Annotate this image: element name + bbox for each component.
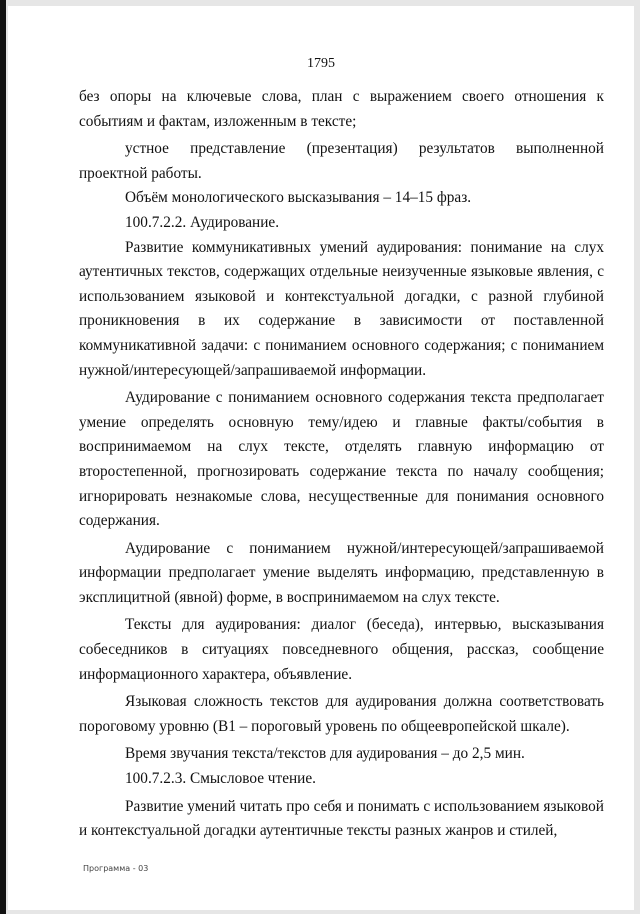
paragraph-reading-skills: Развитие умений читать про себя и понимать с использованием языковой и контекстуальной догадки аутентичные тексты разных жанров и стилей,: [79, 797, 604, 840]
scan-edge: [0, 0, 6, 914]
page-number: 1795: [307, 56, 335, 71]
paragraph-continuation: без опоры на ключевые слова, план с выражением своего отношения к событиям и фактам, изложенным в тексте;: [79, 88, 604, 130]
paragraph-listening-complexity: Языковая сложность текстов для аудирования должна соответствовать пороговому уровню (В1 – пороговый уровень по общеевропейской шкале).: [79, 693, 604, 735]
paragraph-monologue-volume: Объём монологического высказывания – 14–15 фраз.: [125, 189, 472, 207]
footer-program-code: Программа - 03: [83, 864, 149, 873]
body-text: [79, 85, 604, 844]
paragraph-listening-texts: Тексты для аудирования: диалог (беседа), интервью, высказывания собеседников в ситуациях повседневного общения, рассказ, сообщение информационного характера, объявление.: [79, 616, 604, 683]
paragraph-listening-specific-info: Аудирование с пониманием нужной/интересующей/запрашиваемой информации предполагает умение выделять информацию, представленную в эксплицитной (явной) форме, в воспринимаемом на слух тексте.: [79, 539, 604, 606]
paragraph-listening-duration: Время звучания текста/текстов для аудирования – до 2,5 мин.: [125, 745, 525, 763]
paragraph-presentation: устное представление (презентация) результатов выполненной проектной работы.: [79, 140, 604, 182]
section-heading-reading: 100.7.2.3. Смысловое чтение.: [125, 770, 316, 788]
paragraph-listening-main-content: Аудирование с пониманием основного содержания текста предполагает умение определять основную тему/идею и главные факты/события в воспринимаемом на слух тексте, отделять главную информацию от второстепенной, прогнозировать содержание текста по началу сообщения; игнорировать незнакомые слова, несущественные для понимания основного содержания.: [79, 389, 604, 530]
section-heading-listening: 100.7.2.2. Аудирование.: [125, 213, 280, 231]
paragraph-listening-skills: Развитие коммуникативных умений аудирования: понимание на слух аутентичных текстов, содержащих отдельные неизученные языковые явления, с использованием языковой и контекстуальной догадки, с разной глубиной проникновения в их содержание в зависимости от поставленной коммуникативной задачи: с пониманием основного содержания; с пониманием нужной/интересующей/запрашиваемой информации.: [79, 238, 604, 379]
document-page: [8, 6, 634, 910]
